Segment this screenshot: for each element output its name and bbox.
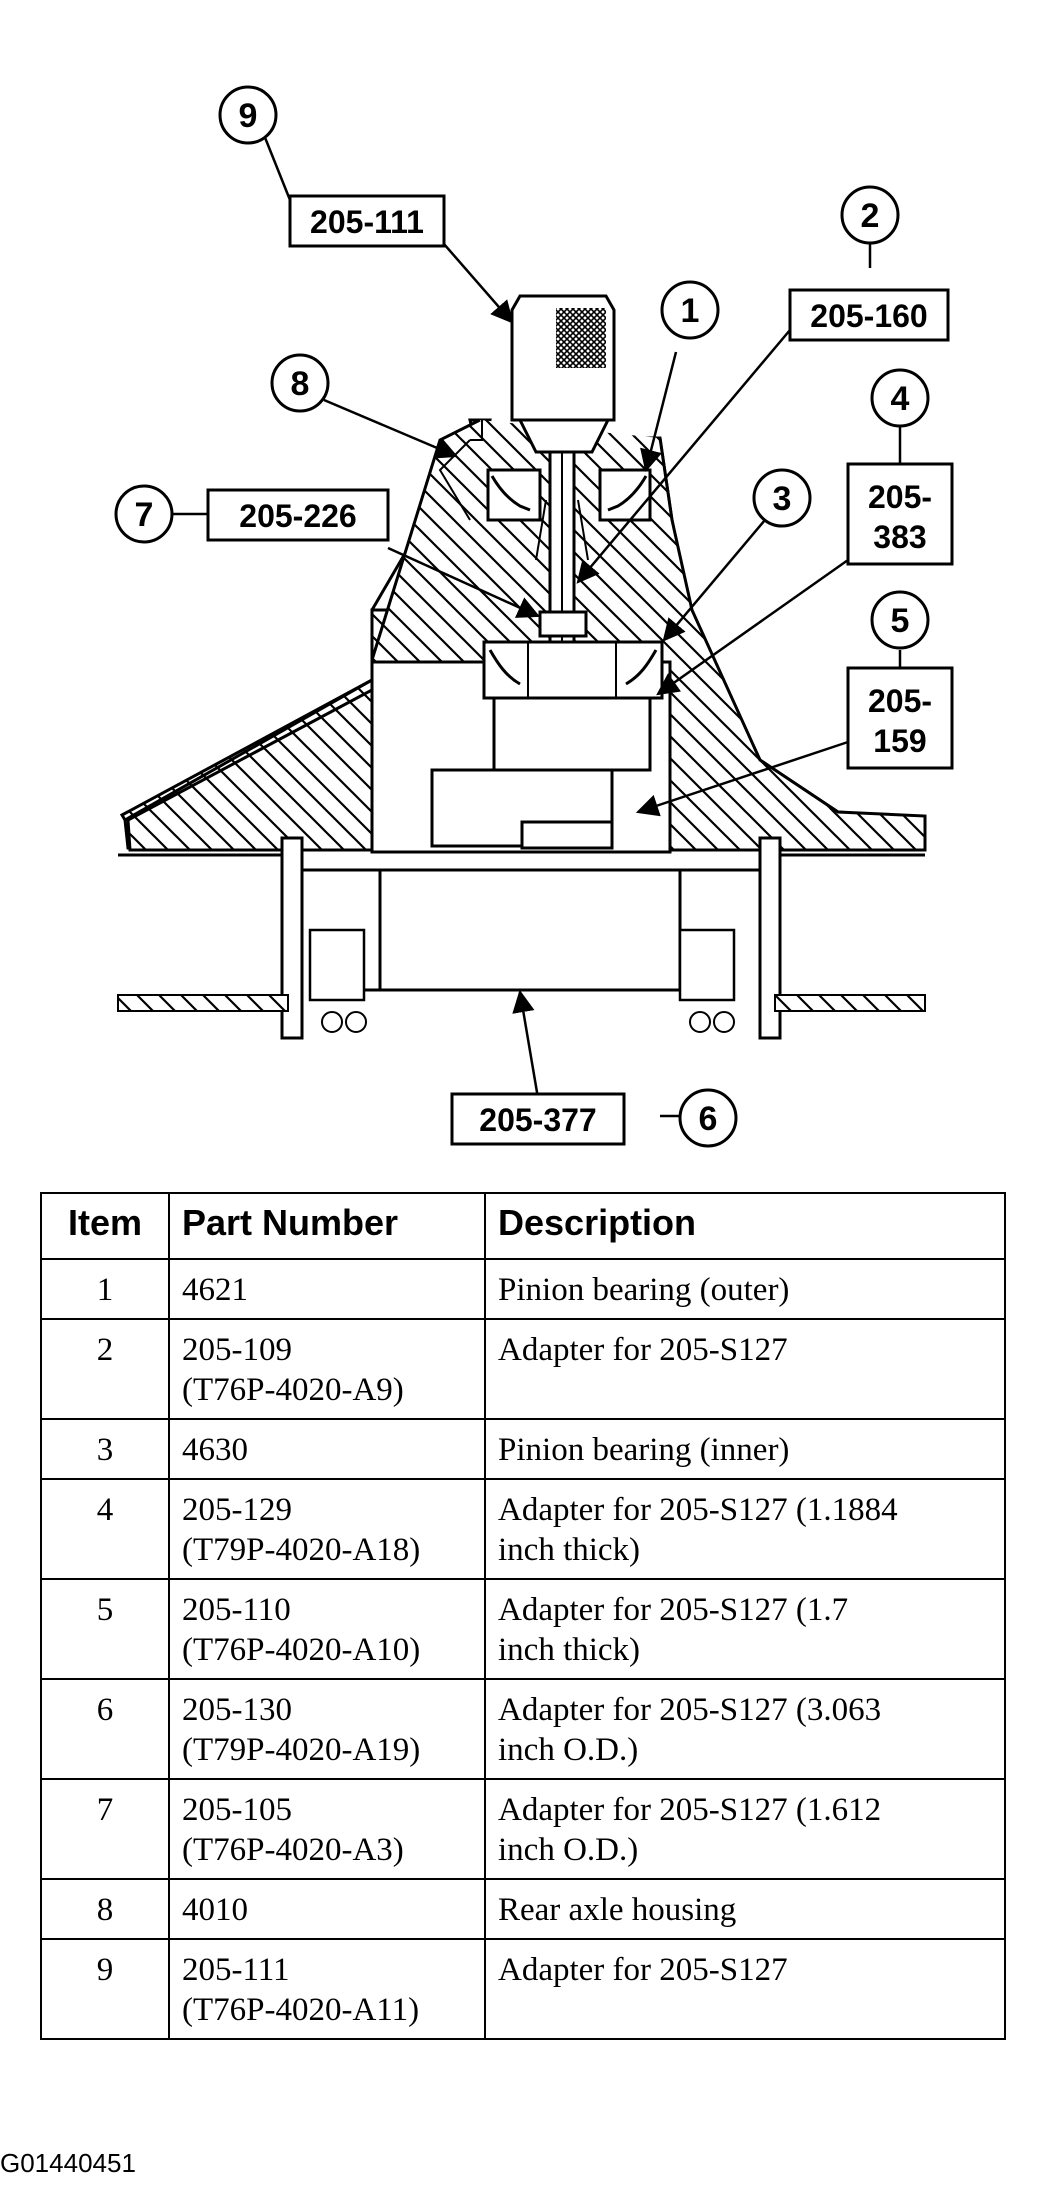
callout-1 — [662, 282, 718, 338]
svg-text:205-226: 205-226 — [239, 498, 357, 534]
cell-part-number: 205-129 (T79P-4020-A18) — [169, 1479, 485, 1579]
table-row — [41, 1679, 1005, 1779]
svg-text:2: 2 — [860, 197, 880, 235]
callout-box-7 — [208, 490, 388, 540]
cell-description: Pinion bearing (outer) — [485, 1259, 1005, 1319]
cell-part-number: 205-111 (T76P-4020-A11) — [169, 1939, 485, 2039]
cell-item: 5 — [41, 1579, 169, 1679]
svg-text:205-377: 205-377 — [479, 1102, 597, 1138]
cell-part-number: 205-105 (T76P-4020-A3) — [169, 1779, 485, 1879]
cell-item: 7 — [41, 1779, 169, 1879]
callout-7 — [116, 486, 172, 542]
svg-text:159: 159 — [873, 723, 927, 759]
cell-item: 6 — [41, 1679, 169, 1779]
cell-part-number: 4621 — [169, 1259, 485, 1319]
cell-description: Adapter for 205-S127 (3.063 inch O.D.) — [485, 1679, 1005, 1779]
table-row — [41, 1259, 1005, 1319]
callout-6 — [680, 1090, 736, 1146]
callout-5 — [872, 592, 928, 648]
svg-text:205-160: 205-160 — [810, 298, 928, 334]
adapter-205-226 — [540, 612, 586, 636]
cell-description: Pinion bearing (inner) — [485, 1419, 1005, 1479]
callout-9 — [220, 87, 276, 143]
header-item: Item — [41, 1193, 169, 1259]
header-part-number: Part Number — [169, 1193, 485, 1259]
cell-item: 3 — [41, 1419, 169, 1479]
callout-box-2 — [790, 290, 948, 340]
cell-description: Adapter for 205-S127 — [485, 1319, 1005, 1419]
header-description: Description — [485, 1193, 1005, 1259]
cell-item: 1 — [41, 1259, 169, 1319]
adapter-205-377 — [380, 870, 680, 990]
callout-8 — [272, 355, 328, 411]
svg-text:205-111: 205-111 — [310, 204, 424, 240]
cell-part-number: 205-110 (T76P-4020-A10) — [169, 1579, 485, 1679]
table-row — [41, 1779, 1005, 1879]
callout-box-4 — [848, 464, 952, 564]
cell-item: 4 — [41, 1479, 169, 1579]
svg-text:205-: 205- — [867, 683, 933, 719]
callout-box-6 — [452, 1094, 624, 1144]
cell-description: Adapter for 205-S127 (1.612 inch O.D.) — [485, 1779, 1005, 1879]
svg-text:4: 4 — [890, 380, 910, 418]
cell-part-number: 205-109 (T76P-4020-A9) — [169, 1319, 485, 1419]
table-header-row — [41, 1193, 1005, 1259]
svg-text:5: 5 — [890, 602, 910, 640]
svg-text:8: 8 — [290, 365, 310, 403]
svg-text:9: 9 — [238, 97, 258, 135]
table-row — [41, 1879, 1005, 1939]
svg-text:205-: 205- — [867, 479, 933, 515]
table-row — [41, 1419, 1005, 1479]
cell-description: Adapter for 205-S127 (1.7 inch thick) — [485, 1579, 1005, 1679]
table-row — [41, 1939, 1005, 2039]
adapter-205-111 — [512, 296, 614, 452]
callout-box-5 — [848, 668, 952, 768]
cell-item: 8 — [41, 1879, 169, 1939]
table-row — [41, 1479, 1005, 1579]
cell-part-number: 4630 — [169, 1419, 485, 1479]
table-row — [41, 1319, 1005, 1419]
table-row — [41, 1579, 1005, 1679]
callout-2 — [842, 187, 898, 243]
callout-3 — [754, 470, 810, 526]
cell-description: Adapter for 205-S127 (1.1884 inch thick) — [485, 1479, 1005, 1579]
figure-code: G01440451 — [0, 2148, 136, 2178]
parts-table — [40, 1192, 1006, 2040]
svg-text:7: 7 — [134, 496, 154, 534]
cell-description: Rear axle housing — [485, 1879, 1005, 1939]
svg-text:6: 6 — [698, 1100, 718, 1138]
svg-text:3: 3 — [772, 480, 792, 518]
inner-pinion-bearing — [484, 642, 662, 698]
cell-item: 2 — [41, 1319, 169, 1419]
svg-text:1: 1 — [680, 292, 700, 330]
svg-text:383: 383 — [873, 519, 927, 555]
callout-box-9 — [290, 196, 444, 246]
cell-part-number: 4010 — [169, 1879, 485, 1939]
adapter-205-383 — [494, 698, 650, 770]
cell-description: Adapter for 205-S127 — [485, 1939, 1005, 2039]
cell-item: 9 — [41, 1939, 169, 2039]
callout-4 — [872, 370, 928, 426]
cell-part-number: 205-130 (T79P-4020-A19) — [169, 1679, 485, 1779]
